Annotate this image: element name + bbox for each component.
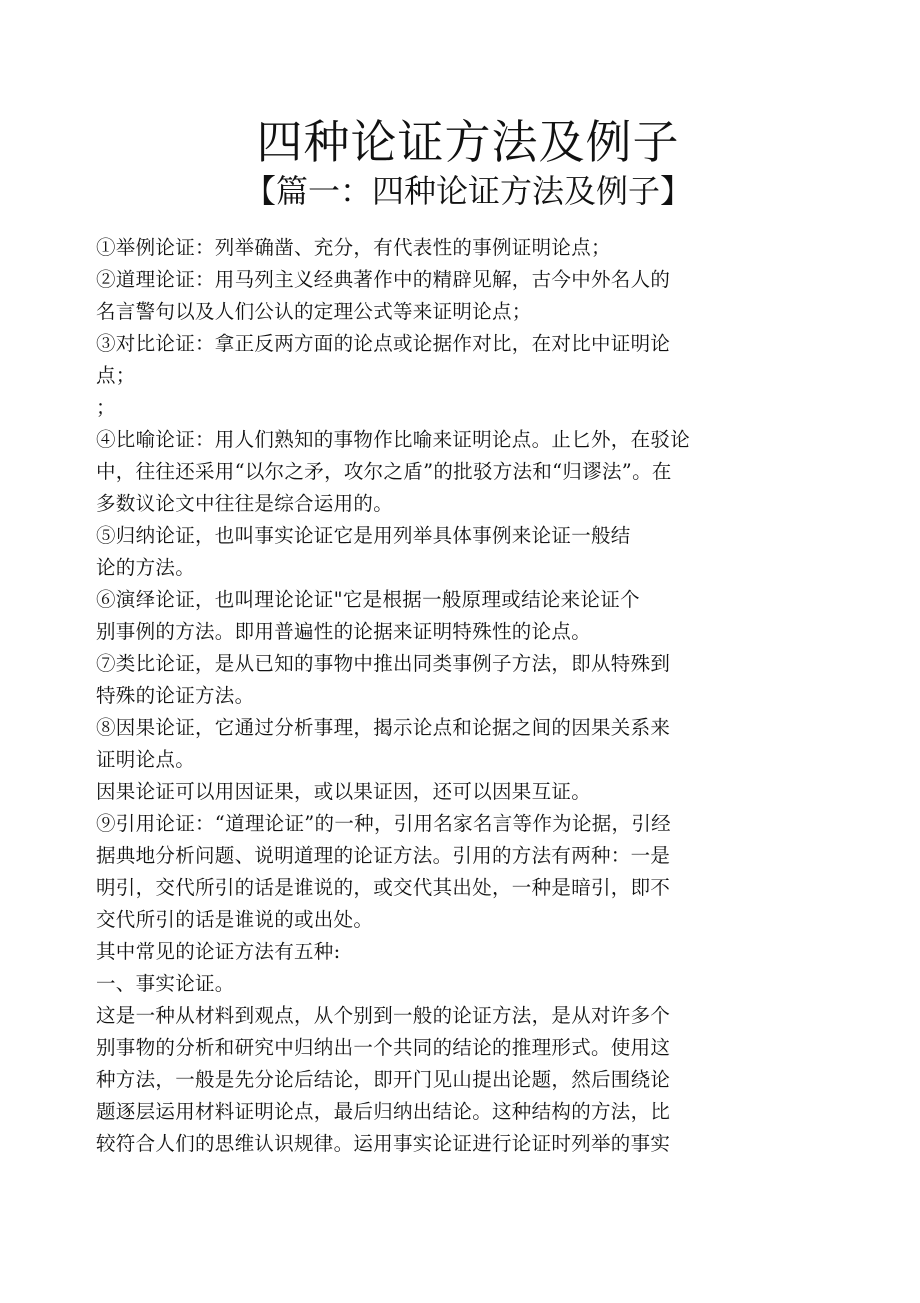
- body-line: ⑥演绎论证，也叫理论论证"它是根据一般原理或结论来论证个: [96, 588, 640, 611]
- body-line: ②道理论证：用马列主义经典著作中的精辟见解，古今中外名人的: [96, 268, 671, 291]
- body-line: 其中常见的论证方法有五种:: [96, 940, 341, 963]
- body-line: ⑨引用论证：“道理论证”的一种，引用名家名言等作为论据，引经: [96, 812, 671, 835]
- body-line: ⑧因果论证，它通过分析事理，揭示论点和论据之间的因果关系来: [96, 716, 671, 739]
- body-line: ③对比论证：拿正反两方面的论点或论据作对比，在对比中证明论: [96, 332, 671, 355]
- body-line: ；: [96, 396, 116, 419]
- body-line: 论的方法。: [96, 556, 196, 579]
- body-line: 特殊的论证方法。: [96, 684, 255, 707]
- body-line: 据典地分析问题、说明道理的论证方法。引用的方法有两种：一是: [96, 844, 671, 867]
- body-line: 别事例的方法。即用普遍性的论据来证明特殊性的论点。: [96, 620, 592, 643]
- body-line: ⑤归纳论证，也叫事实论证它是用列举具体事例来论证一般结: [96, 524, 631, 547]
- body-line: 交代所引的话是谁说的或出处。: [96, 908, 374, 931]
- body-line: 较符合人们的思维认识规律。运用事实论证进行论证时列举的事实: [96, 1132, 671, 1155]
- document-body: [96, 232, 836, 1160]
- body-line: 证明论点。: [96, 748, 196, 771]
- body-line: 点；: [96, 364, 136, 387]
- body-line: 种方法，一般是先分论后结论，即开门见山提出论题，然后围绕论: [96, 1068, 671, 1091]
- body-line: 一、事实论证。: [96, 972, 235, 995]
- document-title: 四种论证方法及例子: [256, 115, 680, 169]
- body-line: 中，往往还采用“以尔之矛，攻尔之盾”的批驳方法和“归谬法”。在: [96, 460, 672, 483]
- body-line: 别事物的分析和研究中归纳出一个共同的结论的推理形式。使用这: [96, 1036, 671, 1059]
- body-line: 多数议论文中往往是综合运用的。: [96, 492, 394, 515]
- body-line: 这是一种从材料到观点，从个别到一般的论证方法，是从对许多个: [96, 1004, 671, 1027]
- body-line: 名言警句以及人们公认的定理公式等来证明论点；: [96, 300, 532, 323]
- body-line: 因果论证可以用因证果，或以果证因，还可以因果互证。: [96, 780, 592, 803]
- body-line: 题逐层运用材料证明论点，最后归纳出结论。这种结构的方法，比: [96, 1100, 671, 1123]
- body-line: 明引，交代所引的话是谁说的，或交代其出处，一种是暗引，即不: [96, 876, 671, 899]
- body-line: ①举例论证：列举确凿、充分，有代表性的事例证明论点；: [96, 236, 611, 259]
- body-line: ⑦类比论证，是从已知的事物中推出同类事例子方法，即从特殊到: [96, 652, 671, 675]
- body-line: ④比喻论证：用人们熟知的事物作比喻来证明论点。止匕外，在驳论: [96, 428, 691, 451]
- document-subtitle: 【篇一：四种论证方法及例子】: [243, 172, 692, 210]
